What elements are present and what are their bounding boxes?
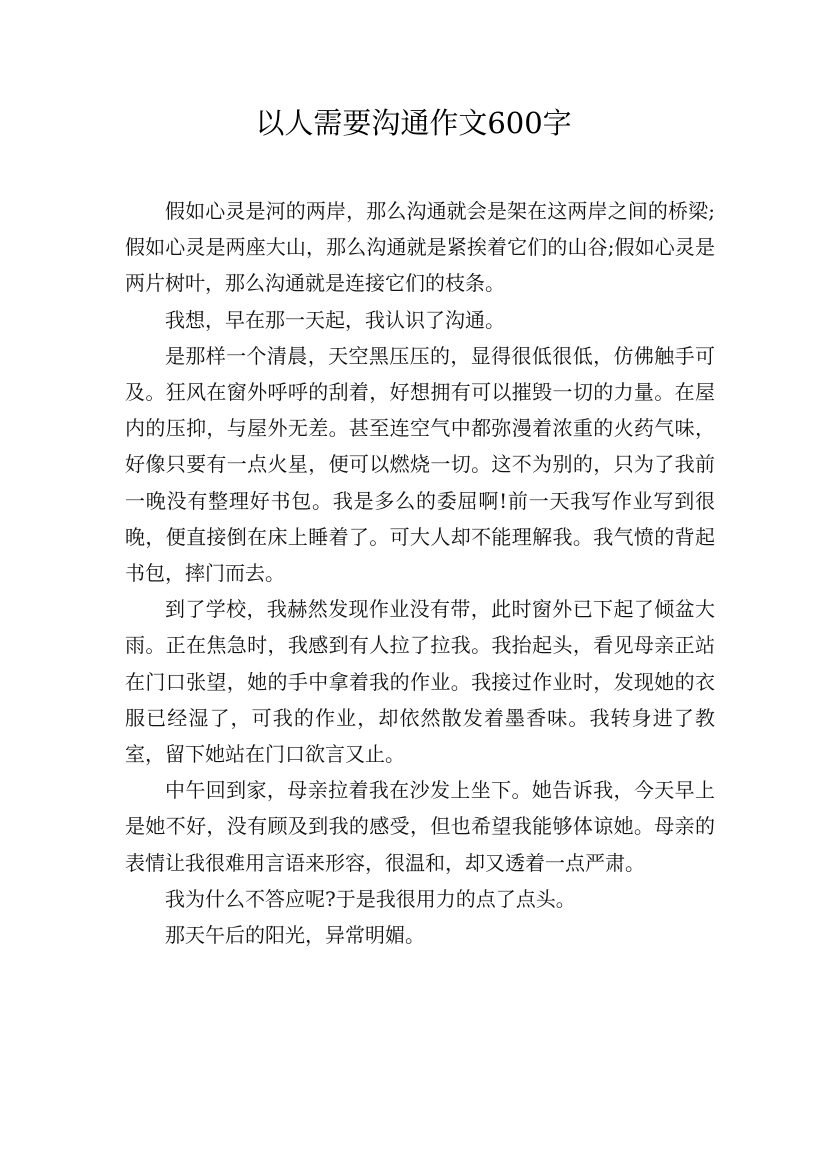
paragraph-2: 我想，早在那一天起，我认识了沟通。 <box>165 307 505 332</box>
paragraph-4: 到了学校，我赫然发现作业没有带，此时窗外已下起了倾盆大雨。正在焦急时，我感到有人拉了拉我。我抬起头，看见母亲正站在门口张望，她的手中拿着我的作业。我接过作业时，发现她的衣服已经湿了，可我的作业，却依然散发着墨香味。我转身进了教室，留下她站在门口欲言又止。 <box>125 597 715 767</box>
paragraph-1: 假如心灵是河的两岸，那么沟通就会是架在这两岸之间的桥梁;假如心灵是两座大山，那么沟通就是紧挨着它们的山谷;假如心灵是两片树叶，那么沟通就是连接它们的枝条。 <box>125 199 715 296</box>
paragraph-7: 那天午后的阳光，异常明媚。 <box>165 923 425 948</box>
paragraph-3: 是那样一个清晨，天空黑压压的，显得很低很低，仿佛触手可及。狂风在窗外呼呼的刮着，好想拥有可以摧毁一切的力量。在屋内的压抑，与屋外无差。甚至连空气中都弥漫着浓重的火药气味，好像只要有一点火星，便可以燃烧一切。这不为别的，只为了我前一晚没有整理好书包。我是多么的委屈啊!前一天我写作业写到很晚，便直接倒在床上睡着了。可大人却不能理解我。我气愤的背起书包，摔门而去。 <box>125 343 715 586</box>
document-body <box>125 193 715 953</box>
paragraph-6: 我为什么不答应呢?于是我很用力的点了点头。 <box>165 886 576 911</box>
paragraph-5: 中午回到家，母亲拉着我在沙发上坐下。她告诉我，今天早上是她不好，没有顾及到我的感受，但也希望我能够体谅她。母亲的表情让我很难用言语来形容，很温和，却又透着一点严肃。 <box>125 778 715 875</box>
document-title: 以人需要沟通作文600字 <box>255 106 572 140</box>
